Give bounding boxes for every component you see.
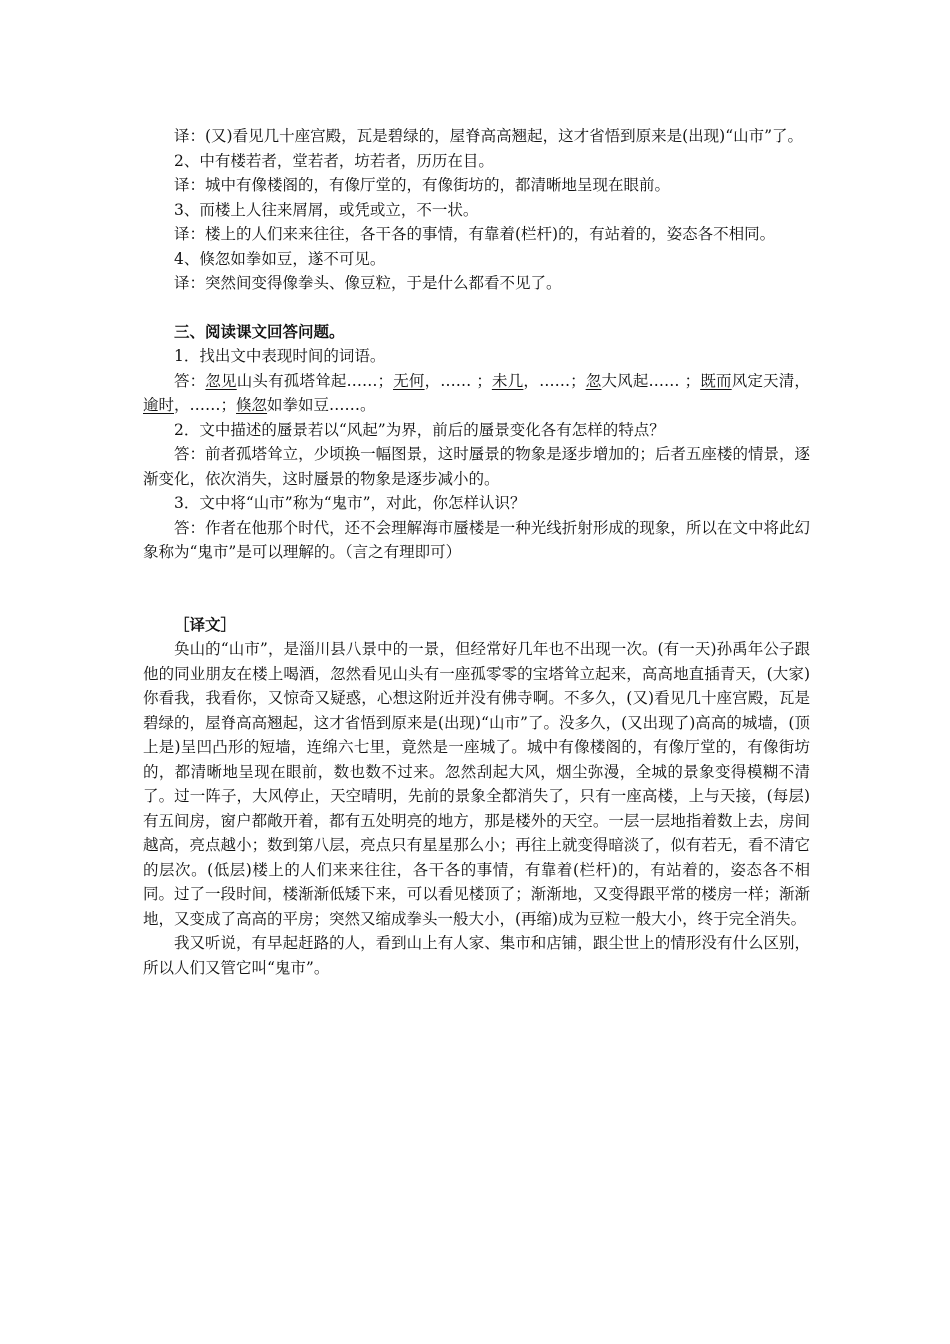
answer-text: 山头有孤塔耸起……；: [236, 371, 394, 390]
translation-paragraph-2: 我又听说，有早起赶路的人，看到山上有人家、集市和店铺，跟尘世上的情形没有什么区别，所以人们又管它叫“鬼市”。: [143, 934, 810, 977]
time-word-6: 逾时: [143, 396, 175, 414]
answer-text: 风定天清，: [731, 371, 810, 390]
section-heading-translation: ［译文］: [174, 614, 237, 634]
answer-prefix: 答：: [174, 371, 206, 390]
question-2: 2．文中描述的蜃景若以“风起”为界，前后的蜃景变化各有怎样的特点？: [174, 420, 665, 439]
answer-3: 答：作者在他那个时代，还不会理解海市蜃楼是一种光线折射形成的现象，所以在文中将此幻象称为“鬼市”是可以理解的。（言之有理即可）: [143, 518, 810, 561]
sentence-2: 2、中有楼若者，堂若者，坊若者，历历在目。: [174, 151, 494, 170]
answer-2: 答：前者孤塔耸立，少顷换一幅图景，这时蜃景的物象是逐步增加的；后者五座楼的情景，逐渐变化，依次消失，这时蜃景的物象是逐步减小的。: [143, 445, 810, 488]
translation-line-1: 译：(又)看见几十座宫殿，瓦是碧绿的，屋脊高高翘起，这才省悟到原来是(出现)“山市”了。: [174, 127, 804, 145]
answer-text: 大风起…… ；: [601, 371, 701, 390]
answer-1: [143, 369, 810, 418]
section-heading-reading: 三、阅读课文回答问题。: [174, 321, 345, 341]
translation-line-2: 译：城中有像楼阁的，有像厅堂的，有像街坊的，都清晰地呈现在眼前。: [174, 176, 671, 194]
time-word-7: 倏忽: [236, 396, 268, 414]
time-word-5: 既而: [700, 371, 732, 390]
answer-text: ，…… ；: [424, 371, 492, 390]
spacer: [143, 565, 810, 613]
time-word-1: 忽见: [205, 371, 237, 390]
answer-text: ，……；: [523, 371, 586, 390]
time-word-4: 忽: [585, 371, 602, 390]
answer-text: ，……；: [174, 396, 237, 414]
translation-line-3: 译：楼上的人们来来往往，各干各的事情，有靠着(栏杆)的，有站着的，姿态各不相同。: [174, 225, 776, 243]
sentence-4: 4、倏忽如拳如豆，遂不可见。: [174, 249, 386, 268]
answer-text: 如拳如豆……。: [267, 396, 376, 414]
translation-line-4: 译：突然间变得像拳头、像豆粒，于是什么都看不见了。: [174, 274, 562, 292]
time-word-3: 未几: [491, 371, 524, 390]
spacer: [143, 296, 810, 320]
translation-paragraph-1: 奂山的“山市”，是淄川县八景中的一景，但经常好几年也不出现一次。(有一天)孙禹年公子跟他的同业朋友在楼上喝酒，忽然看见山头有一座孤零零的宝塔耸立起来，高高地直插青天，(大家)你看我，我看你，又惊奇又疑惑，心想这附近并没有佛寺啊。不多久，(又)看见几十座宫殿，瓦是碧绿的，屋脊高高翘起，这才省悟到原来是(出现)“山市”了。没多久，(又出现了)高高的城墙，(顶上是)呈凹凸形的短墙，连绵六七里，竟然是一座城了。城中有像楼阁的，有像厅堂的，有像街坊的，都清晰地呈现在眼前，数也数不过来。忽然刮起大风，烟尘弥漫，全城的景象变得模糊不清了。过一阵子，大风停止，天空晴明，先前的景象全都消失了，只有一座高楼，上与天接，(每层)有五间房，窗户都敞开着，都有五处明亮的地方，那是楼外的天空。一层一层地指着数上去，房间越高，亮点越小；数到第八层，亮点只有星星那么小；再往上就变得暗淡了，似有若无，看不清它的层次。(低层)楼上的人们来来往往，各干各的事情，有靠着(栏杆)的，有站着的，姿态各不相同。过了一段时间，楼渐渐低矮下来，可以看见楼顶了；渐渐地，又变得跟平常的楼房一样；渐渐地，又变成了高高的平房；突然又缩成拳头一般大小，(再缩)成为豆粒一般大小，终于完全消失。: [143, 640, 810, 928]
question-3: 3．文中将“山市”称为“鬼市”，对此，你怎样认识？: [174, 494, 526, 512]
sentence-3: 3、而楼上人往来屑屑，或凭或立，不一状。: [174, 200, 479, 219]
time-word-2: 无何: [393, 371, 425, 390]
question-1: 1．找出文中表现时间的词语。: [174, 347, 386, 365]
